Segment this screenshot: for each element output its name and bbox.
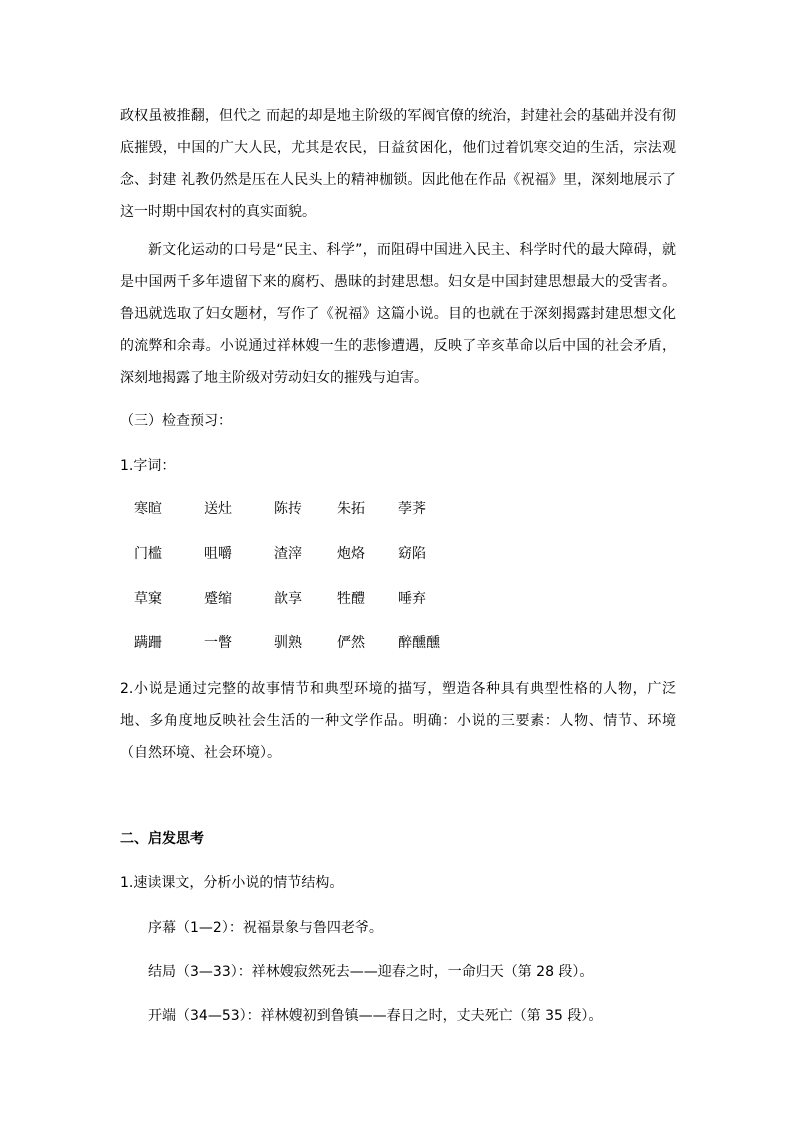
vocab-word: 渣滓 <box>274 546 302 562</box>
vocab-word: 咀嚼 <box>204 546 232 562</box>
vocab-word: 寒暄 <box>134 501 162 517</box>
vocab-word: 蹙缩 <box>204 591 232 607</box>
intro-paragraph: 政权虽被推翻，但代之 而起的却是地主阶级的军阀官僚的统治，封建社会的基础并没有彻底摧毁，中国的广大人民，尤其是农民，日益贫困化，他们过着饥寒交迫的生活，宗法观念、封建 礼教仍然是压在人民头上的精神枷锁。因此他在作品《祝福》里，深刻地展示了这一时期中国农村的真实面貌。 <box>120 108 676 220</box>
vocab-word: 朱拓 <box>337 501 365 517</box>
vocab-word: 荸荠 <box>398 501 426 517</box>
vocab-word: 牲醴 <box>337 591 365 607</box>
vocab-word: 陈抟 <box>274 501 302 517</box>
vocab-word: 送灶 <box>204 501 232 517</box>
plot-item: 结局（3—33）：祥林嫂寂然死去——迎春之时，一命归天（第 28 段）。 <box>148 964 594 980</box>
vocab-word: 唾弃 <box>398 591 426 607</box>
vocab-word: 草窠 <box>134 591 162 607</box>
plot-item: 开端（34—53）：祥林嫂初到鲁镇——春日之时，丈夫死亡（第 35 段）。 <box>148 1008 603 1024</box>
novel-definition: 2.小说是通过完整的故事情节和典型环境的描写，塑造各种具有典型性格的人物，广泛地、多角度地反映社会生活的一种文学作品。明确：小说的三要素：人物、情节、环境（自然环境、社会环境）。 <box>120 681 676 761</box>
task-one: 1.速读课文，分析小说的情节结构。 <box>120 875 344 891</box>
vocab-word: 门槛 <box>134 546 162 562</box>
vocab-word: 歆享 <box>274 591 302 607</box>
vocab-word: 窈陷 <box>398 546 426 562</box>
vocab-word: 俨然 <box>337 635 365 651</box>
vocab-word: 一瞥 <box>204 635 232 651</box>
plot-item: 序幕（1—2）：祝福景象与鲁四老爷。 <box>148 920 383 936</box>
vocab-heading: 1.字词： <box>120 458 176 474</box>
vocab-word: 炮烙 <box>337 546 365 562</box>
vocab-word: 驯熟 <box>274 635 302 651</box>
preview-heading: （三）检查预习： <box>120 413 232 429</box>
vocab-word: 醉醺醺 <box>398 635 440 651</box>
theme-paragraph: 新文化运动的口号是“民主、科学”，而阻碍中国进入民主、科学时代的最大障碍，就是中国两千多年遗留下来的腐朽、愚昧的封建思想。妇女是中国封建思想最大的受害者。鲁迅就选取了妇女题材，写作了《祝福》这篇小说。目的也就在于深刻揭露封建思想文化的流弊和余毒。小说通过祥林嫂一生的悲惨遭遇，反映了辛亥革命以后中国的社会矛盾，深刻地揭露了地主阶级对劳动妇女的摧残与迫害。 <box>120 242 676 386</box>
section-two-heading: 二、启发思考 <box>120 831 204 847</box>
vocab-word: 蹒跚 <box>134 635 162 651</box>
